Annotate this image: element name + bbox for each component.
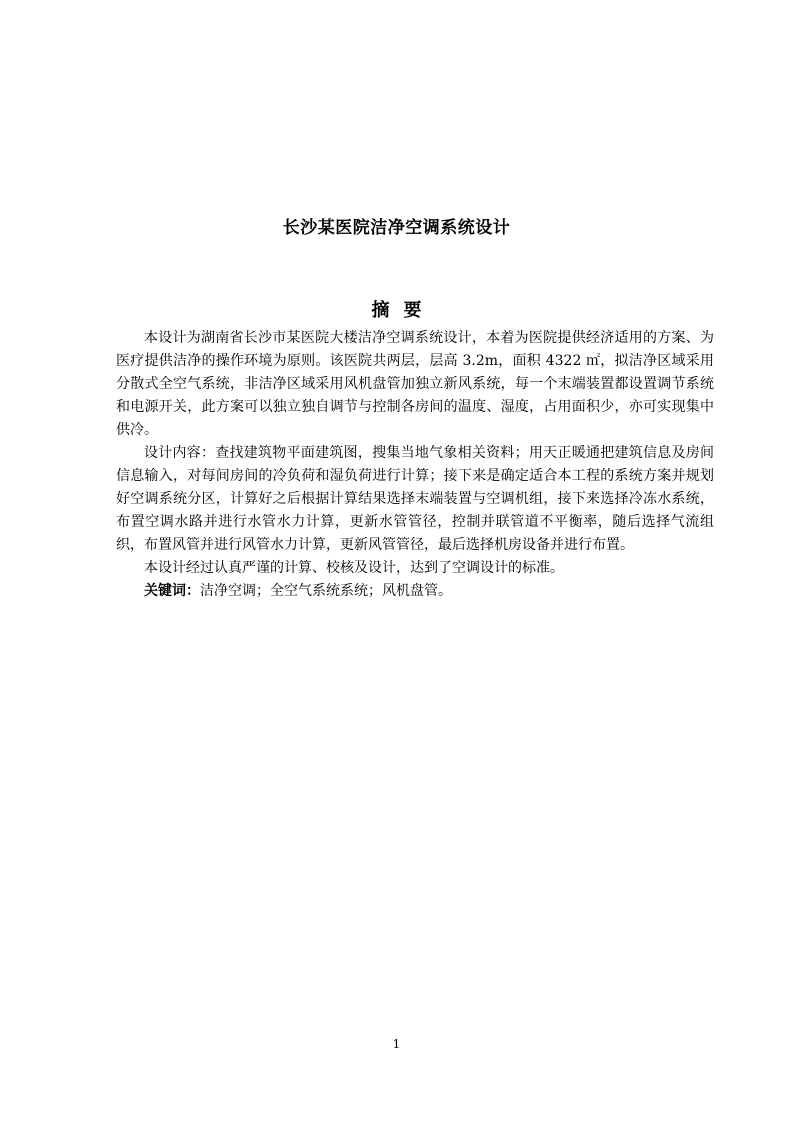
abstract-paragraph-3: 本设计经过认真严谨的计算、校核及设计，达到了空调设计的标准。 bbox=[144, 560, 564, 576]
document-title: 长沙某医院洁净空调系统设计 bbox=[282, 218, 511, 238]
abstract-body bbox=[116, 327, 714, 603]
abstract-paragraph-1: 本设计为湖南省长沙市某医院大楼洁净空调系统设计，本着为医院提供经济适用的方案、为医疗提供洁净的操作环境为原则。该医院共两层，层高 3.2m，面积 4322 ㎡，拟洁净区域采用分散式全空气系统，非洁净区域采用风机盘管加独立新风系统，每一个末端装置都设置调节系统和电源开关，此方案可以独立独自调节与控制各房间的温度、湿度，占用面积少，亦可实现集中供冷。 bbox=[116, 330, 714, 438]
keywords-text: 洁净空调；全空气系统系统；风机盘管。 bbox=[200, 583, 452, 599]
page-number: 1 bbox=[392, 1037, 401, 1051]
keywords-label: 关键词： bbox=[144, 583, 200, 599]
abstract-heading: 摘要 bbox=[371, 300, 436, 321]
keywords-line bbox=[116, 580, 714, 603]
abstract-paragraph-2: 设计内容：查找建筑物平面建筑图，搜集当地气象相关资料；用天正暖通把建筑信息及房间信息输入，对每间房间的冷负荷和湿负荷进行计算；接下来是确定适合本工程的系统方案并规划好空调系统分区，计算好之后根据计算结果选择末端装置与空调机组，接下来选择冷冻水系统，布置空调水路并进行水管水力计算，更新水管管径，控制并联管道不平衡率，随后选择气流组织，布置风管并进行风管水力计算，更新风管管径，最后选择机房设备并进行布置。 bbox=[116, 445, 714, 553]
